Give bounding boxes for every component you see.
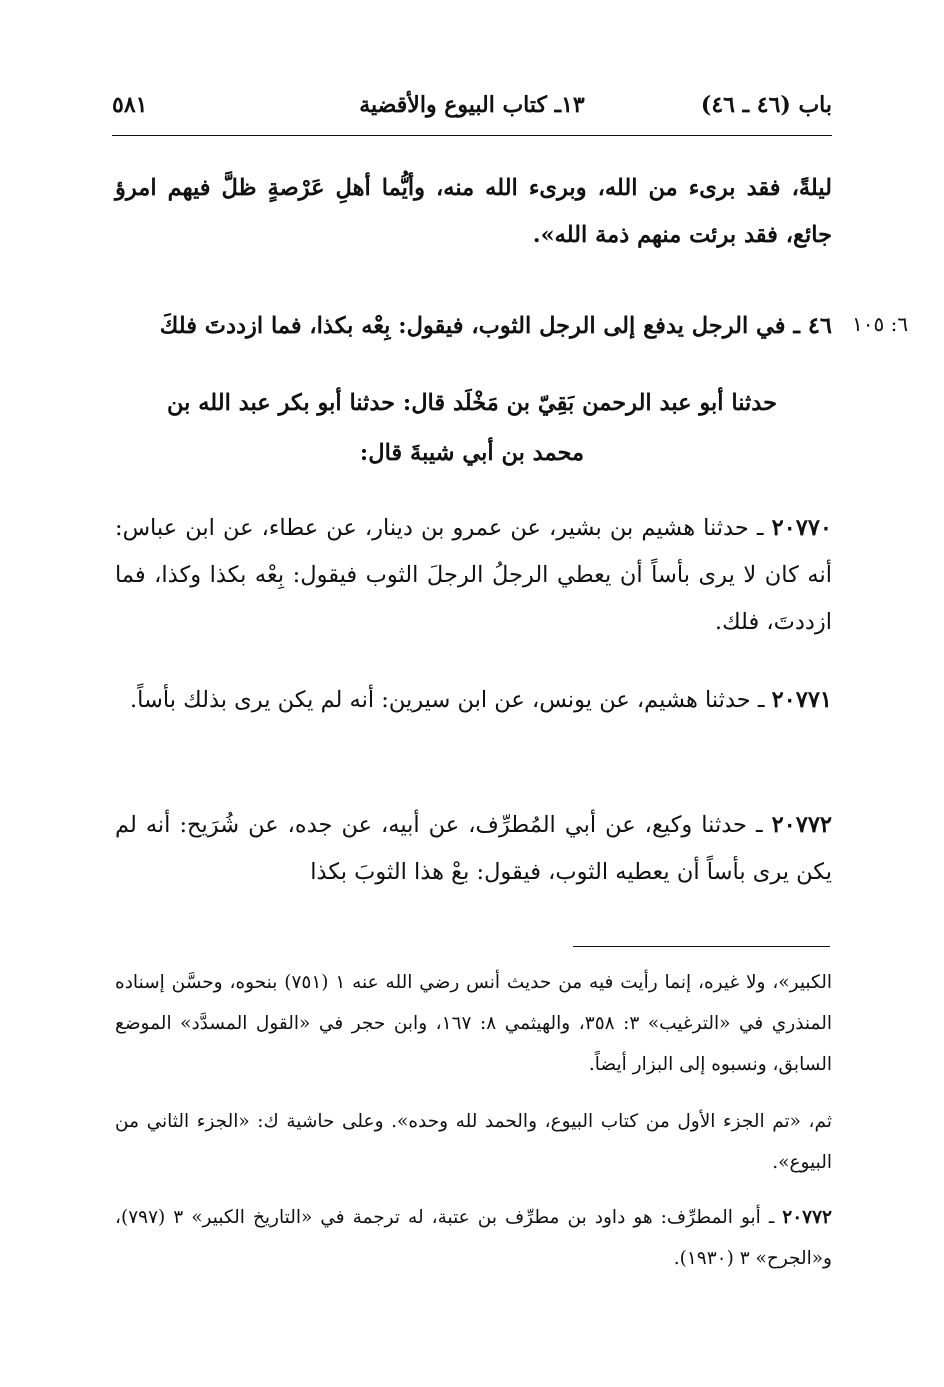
chapter-range: باب (٤٦ ـ ٤٦): [700, 92, 832, 118]
continuation-text: ليلةً، فقد برىء من الله، وبرىء الله منه، وأيُّما أهلِ عَرْصةٍ ظلَّ فيهم امرؤ جائع، فقد برئت منهم ذمة الله».: [115, 175, 832, 248]
footnote-divider: [573, 946, 830, 947]
page-number: ٥٨١: [112, 92, 148, 118]
margin-reference: ٦: ١٠٥: [852, 312, 909, 336]
hadith-20771: [115, 677, 832, 724]
hadith-number: ٢٠٧٧٢: [771, 812, 832, 838]
hadith-text: ـ حدثنا هشيم بن بشير، عن عمرو بن دينار، عن عطاء، عن ابن عباس: أنه كان لا يرى بأساً أن يعطي الرجلُ الرجلَ الثوب فيقول: بِعْه بكذا وكذا، فما ازددتَ، فلك.: [115, 515, 832, 635]
page-header: [112, 88, 832, 128]
isnad-chain: حدثنا أبو عبد الرحمن بَقِيّ بن مَخْلَد قال: حدثنا أبو بكر عبد الله بن محمد بن أبي شيبةَ قال:: [167, 390, 777, 466]
hadith-20770: [115, 505, 832, 646]
hadith-20772: [115, 802, 832, 896]
footnote-3: [115, 1197, 832, 1279]
header-divider: [112, 135, 832, 136]
chapter-heading: ٤٦ ـ في الرجل يدفع إلى الرجل الثوب، فيقول: بِعْه بكذا، فما ازددتَ فلكَ: [159, 313, 832, 339]
footnote-number: ٢٠٧٧٢: [782, 1207, 832, 1228]
footnote-2: ثم، «تم الجزء الأول من كتاب البيوع، والحمد لله وحده». وعلى حاشية ك: «الجزء الثاني من البيوع».: [115, 1111, 832, 1173]
hadith-text: ـ حدثنا وكيع، عن أبي المُطرِّف، عن أبيه، عن جده، عن شُرَيح: أنه لم يكن يرى بأساً أن يعطيه الثوب، فيقول: بعْ هذا الثوبَ بكذا: [115, 812, 832, 885]
hadith-number: ٢٠٧٧٠: [771, 515, 832, 541]
footnote-1: الكبير»، ولا غيره، إنما رأيت فيه من حديث أنس رضي الله عنه ١ (٧٥١) بنحوه، وحسَّن إسناده المنذري في «الترغيب» ٣: ٣٥٨، والهيثمي ٨: ١٦٧، وابن حجر في «القول المسدَّد» الموضع السابق، ونسبوه إلى البزار أيضاً.: [115, 972, 832, 1075]
hadith-number: ٢٠٧٧١: [771, 687, 832, 713]
footnote-text: ـ أبو المطرِّف: هو داود بن مطرِّف بن عتبة، له ترجمة في «التاريخ الكبير» ٣ (٧٩٧)، و«الجرح» ٣ (١٩٣٠).: [115, 1207, 832, 1269]
book-title: ١٣ـ كتاب البيوع والأقضية: [359, 92, 585, 118]
hadith-text: ـ حدثنا هشيم، عن يونس، عن ابن سيرين: أنه لم يكن يرى بذلك بأساً.: [130, 687, 772, 713]
